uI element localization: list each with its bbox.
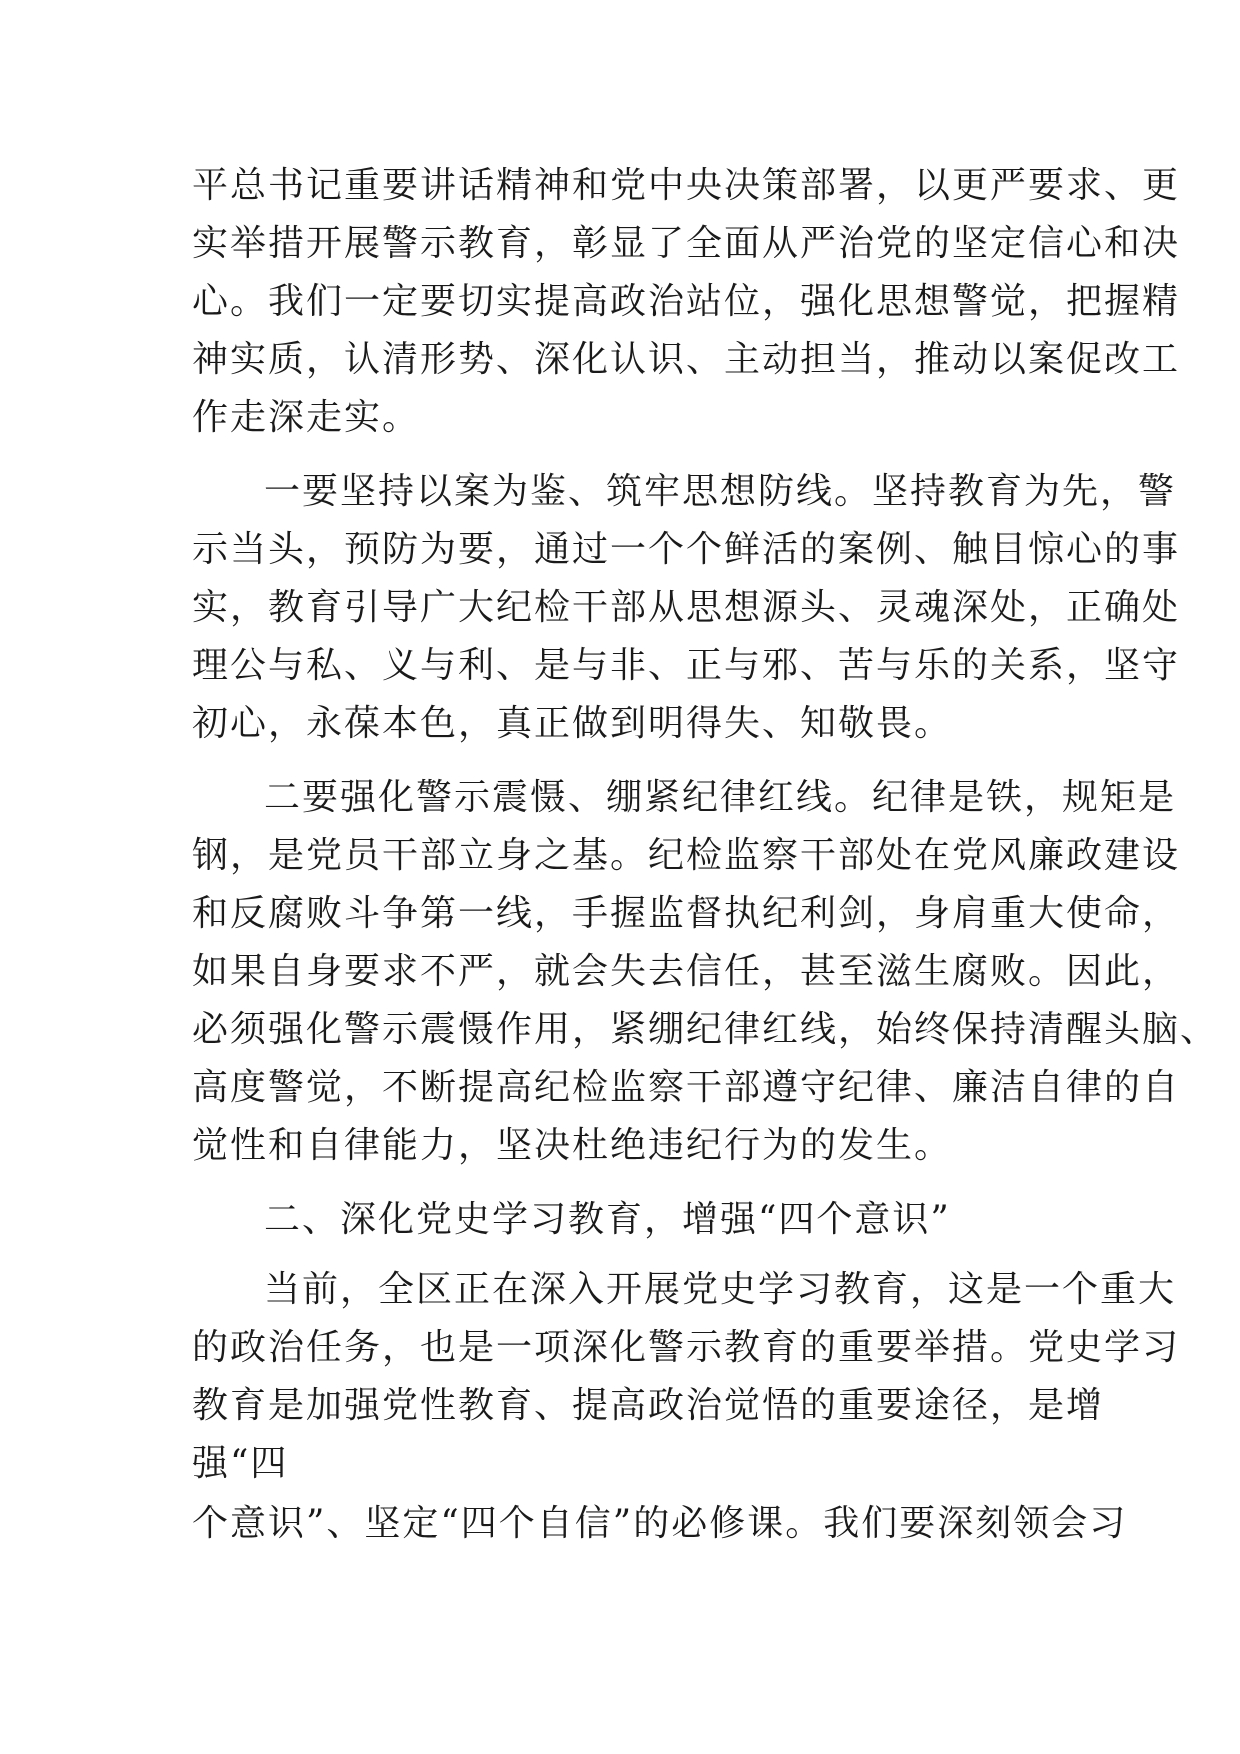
text-line: 平总书记重要讲话精神和党中央决策部署，以更严要求、更 xyxy=(192,165,1181,206)
text-line: 示当头，预防为要，通过一个个鲜活的案例、触目惊心的事 xyxy=(192,529,1181,570)
text-line: 必须强化警示震慑作用，紧绷纪律红线，始终保持清醒头脑、 xyxy=(192,1009,1219,1050)
text-line: 实，教育引导广大纪检干部从思想源头、灵魂深处，正确处 xyxy=(192,587,1181,628)
text-line: 的政治任务，也是一项深化警示教育的重要举措。党史学习 xyxy=(192,1327,1181,1368)
text-line: 神实质，认清形势、深化认识、主动担当，推动以案促改工 xyxy=(192,339,1181,380)
text-line: 和反腐败斗争第一线，手握监督执纪利剑，身肩重大使命， xyxy=(192,893,1181,934)
text-line: 钢，是党员干部立身之基。纪检监察干部处在党风廉政建设 xyxy=(192,835,1181,876)
text-line: 如果自身要求不严，就会失去信任，甚至滋生腐败。因此， xyxy=(192,951,1181,992)
text-line: 一要坚持以案为鉴、筑牢思想防线。坚持教育为先，警 xyxy=(264,471,1177,512)
text-line: 初心，永葆本色，真正做到明得失、知敬畏。 xyxy=(192,703,953,744)
text-line: 高度警觉，不断提高纪检监察干部遵守纪律、廉洁自律的自 xyxy=(192,1067,1181,1108)
text-line: 教育是加强党性教育、提高政治觉悟的重要途径，是增 xyxy=(192,1385,1105,1426)
text-line: 实举措开展警示教育，彰显了全面从严治党的坚定信心和决 xyxy=(192,223,1181,264)
text-line: 个意识”、坚定“四个自信”的必修课。我们要深刻领会习 xyxy=(192,1503,1128,1544)
text-line: 觉性和自律能力，坚决杜绝违纪行为的发生。 xyxy=(192,1125,953,1166)
text-line: 二要强化警示震慑、绷紧纪律红线。纪律是铁，规矩是 xyxy=(264,777,1177,818)
text-line: 强“四 xyxy=(192,1443,289,1484)
section-heading: 二、深化党史学习教育，增强“四个意识” xyxy=(264,1199,951,1240)
text-line: 当前，全区正在深入开展党史学习教育，这是一个重大 xyxy=(264,1269,1177,1310)
text-line: 理公与私、义与利、是与非、正与邪、苦与乐的关系，坚守 xyxy=(192,645,1181,686)
text-line: 作走深走实。 xyxy=(192,397,421,438)
text-line: 心。我们一定要切实提高政治站位，强化思想警觉，把握精 xyxy=(192,281,1181,322)
